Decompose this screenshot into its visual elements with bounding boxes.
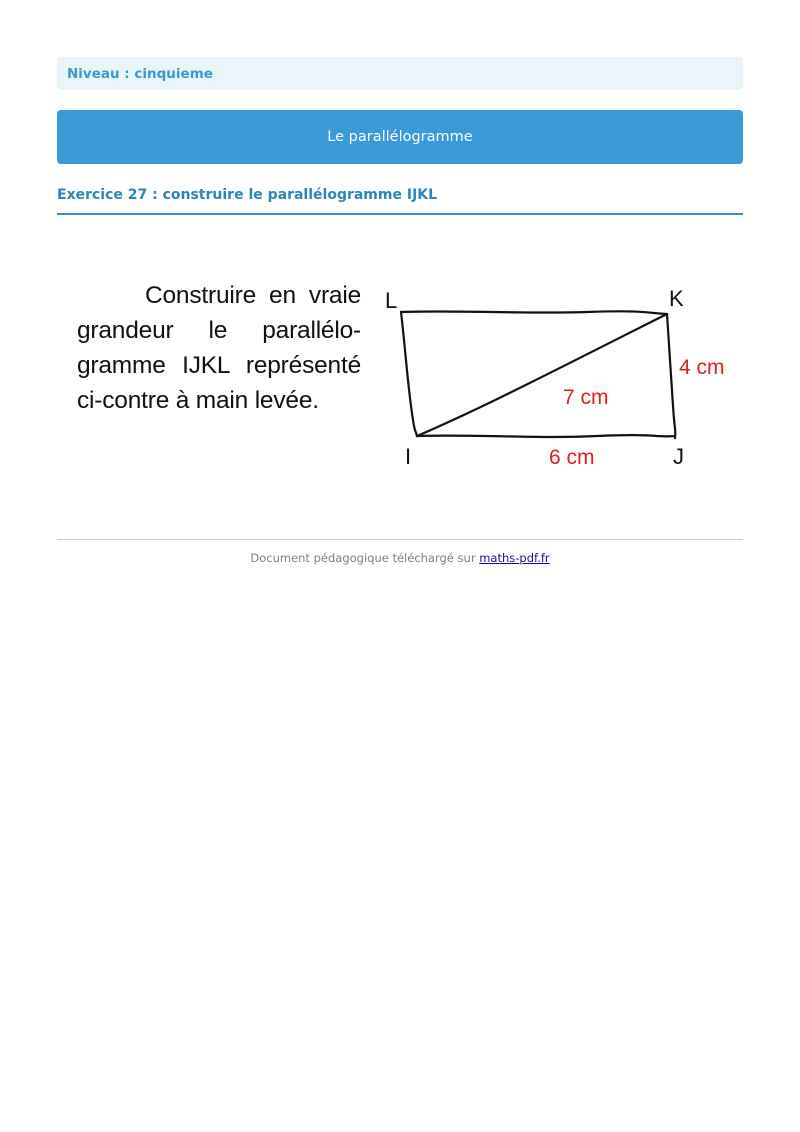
measure-ij-label: 6 cm: [549, 446, 595, 469]
level-label: Niveau : cinquieme: [67, 65, 213, 82]
side-li: [401, 312, 417, 436]
level-box: [57, 57, 743, 90]
footer-text: Document pédagogique téléchargé sur: [250, 551, 480, 565]
vertex-i-label: I: [405, 444, 412, 469]
side-lk: [401, 311, 667, 314]
parallelogram-sketch: [367, 276, 725, 476]
footer-link[interactable]: maths-pdf.fr: [479, 551, 550, 565]
measure-ik-label: 7 cm: [563, 386, 609, 409]
vertex-j-label: J: [673, 444, 684, 469]
diagonal-ik: [417, 314, 667, 436]
chapter-title: Le parallélogramme: [327, 129, 473, 145]
exercise-figure: [57, 250, 743, 490]
measure-jk-label: 4 cm: [679, 356, 725, 379]
exercise-statement: Construire en vraie grandeur le parallélo-gramme IJKL représenté ci-contre à main levée.: [77, 282, 361, 414]
footer-divider: [57, 539, 743, 540]
vertex-l-label: L: [385, 288, 398, 313]
side-kj: [667, 314, 675, 438]
vertex-k-label: K: [669, 286, 684, 311]
footer: [57, 551, 743, 565]
side-ij: [417, 435, 675, 437]
exercise-heading: Exercice 27 : construire le parallélogramme IJKL: [57, 185, 743, 215]
title-banner: [57, 110, 743, 164]
